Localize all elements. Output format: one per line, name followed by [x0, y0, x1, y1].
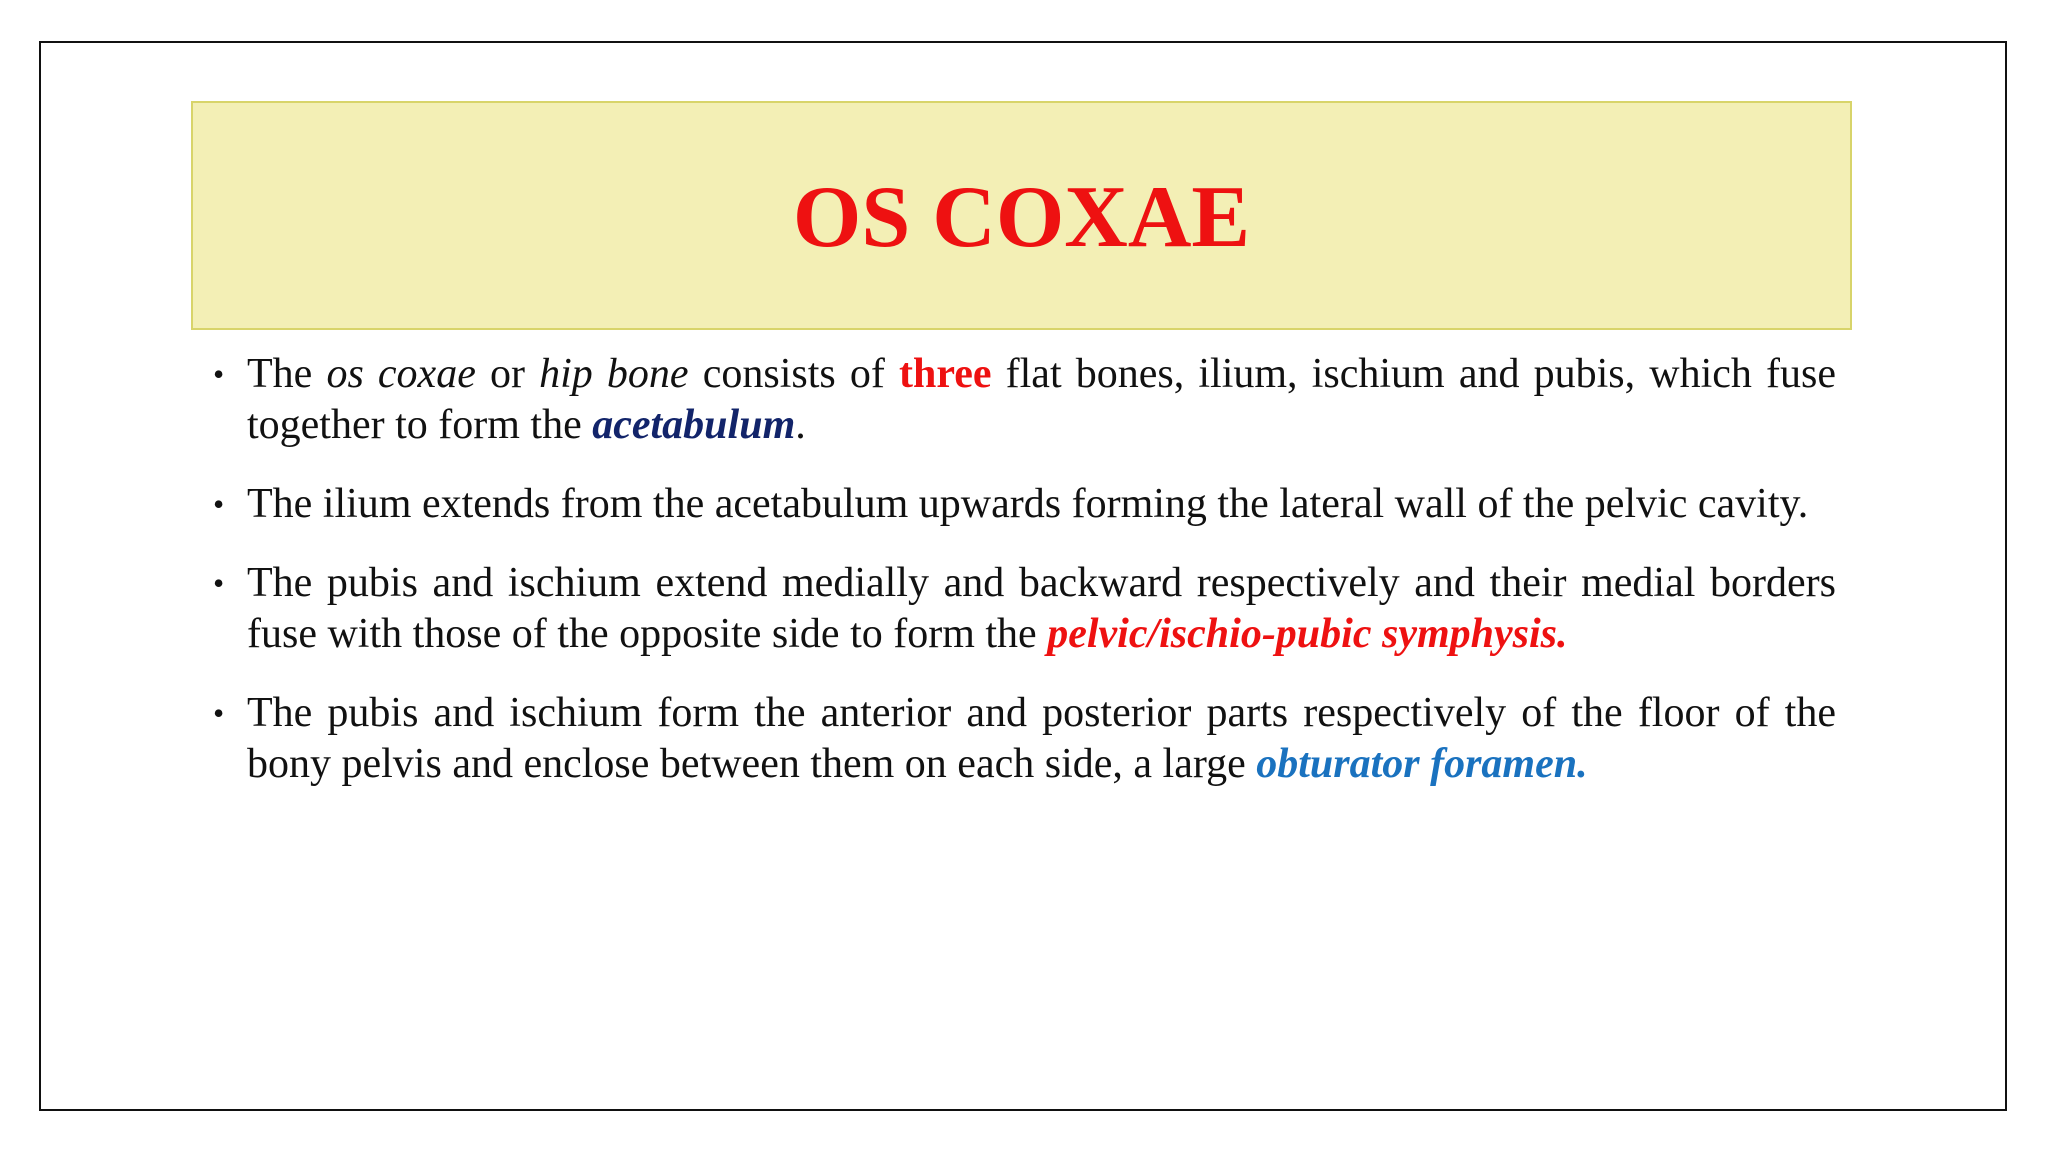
bullet-1-text-7: flat bones, ilium, ischium and pubis, which fuse together to form the — [247, 351, 1837, 448]
bullet-dot: • — [213, 695, 225, 731]
bullet-dot: • — [213, 565, 225, 601]
term-acetabulum: acetabulum — [592, 402, 796, 448]
bullet-item-symphysis — [213, 558, 1836, 660]
bullet-item-ilium — [213, 479, 1836, 530]
slide-title: OS COXAE — [792, 168, 1251, 266]
bullet-4-text: The pubis and ischium form the anterior and posterior parts respectively of the floor of the bony pelvis and enclose between them on each side, a large — [247, 690, 1836, 787]
bullet-2-text: The ilium extends from the acetabulum upwards forming the lateral wall of the pelvic cavity. — [247, 481, 1809, 527]
bullet-dot: • — [213, 356, 225, 392]
bullet-list — [213, 349, 1836, 818]
bullet-3-text: The pubis and ischium extend medially and backward respectively and their medial borders fuse with those of the opposite side to form the — [247, 560, 1836, 657]
title-box — [191, 101, 1852, 330]
term-os-coxae: os coxae — [326, 351, 476, 397]
bullet-1-text-9: . — [795, 402, 806, 448]
term-obturator-foramen: obturator foramen. — [1256, 741, 1588, 787]
bullet-1-text-3: or — [475, 351, 540, 397]
bullet-1-text-5: consists of — [688, 351, 899, 397]
term-hip-bone: hip bone — [539, 351, 689, 397]
bullet-dot: • — [213, 486, 225, 522]
bullet-item-obturator — [213, 688, 1836, 790]
term-three: three — [899, 351, 992, 397]
bullet-1-text-1: The — [247, 351, 327, 397]
bullet-item-os-coxae — [213, 349, 1836, 451]
term-pelvic-symphysis: pelvic/ischio-pubic symphysis. — [1047, 611, 1568, 657]
